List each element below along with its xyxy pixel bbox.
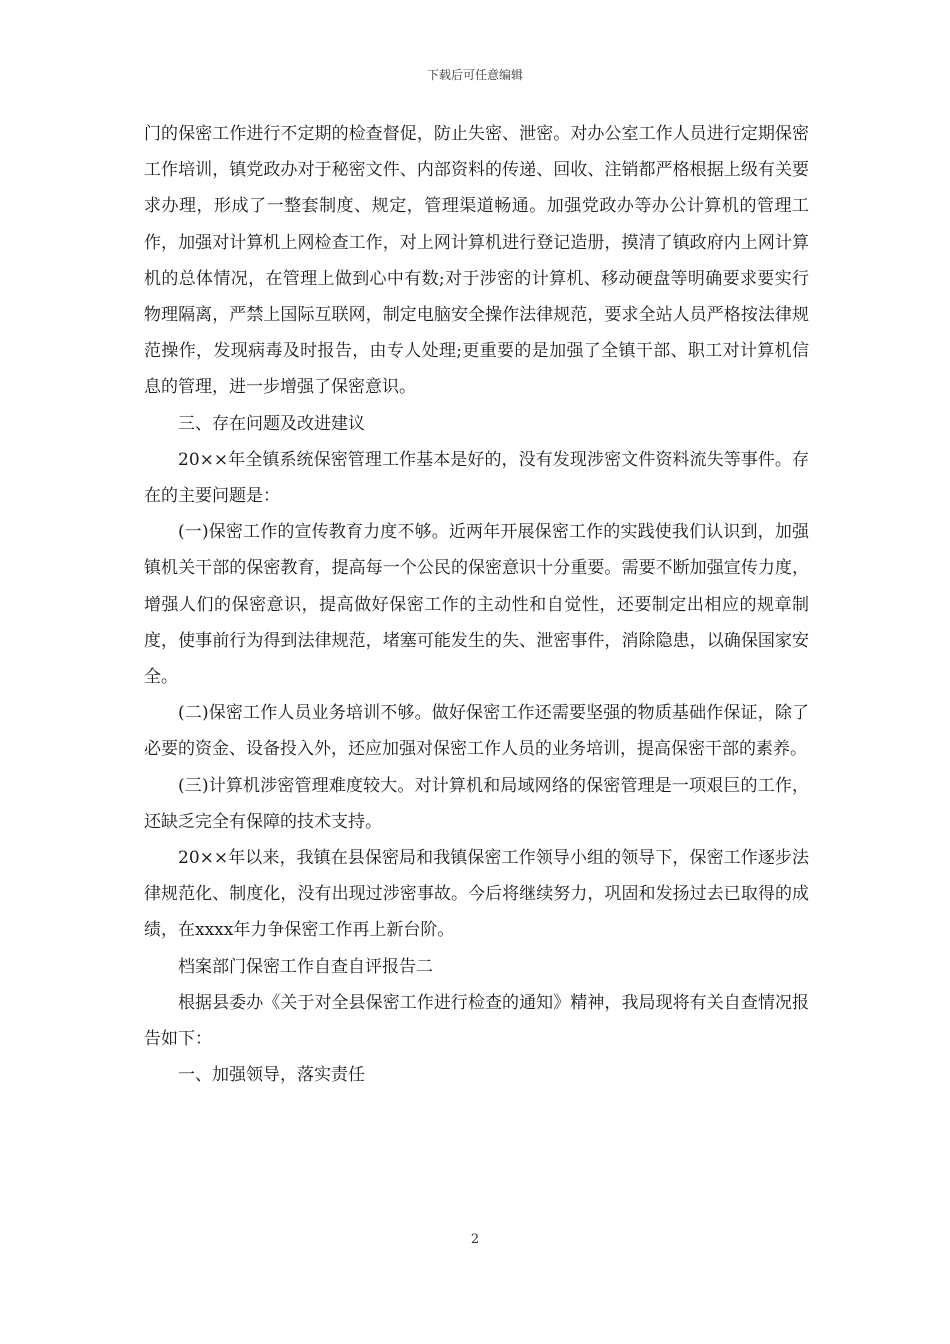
page-header-note: 下载后可任意编辑 <box>426 68 523 82</box>
paragraph-computer-management: 门的保密工作进行不定期的检查督促，防止失密、泄密。对办公室工作人员进行定期保密工作培训，镇党政办对于秘密文件、内部资料的传递、回收、注销都严格根据上级有关要求办理，形成了一整套制度、规定，管理渠道畅通。加强党政办等办公计算机的管理工作，加强对计算机上网检查工作，对上网计算机进行登记造册，摸清了镇政府内上网计算机的总体情况，在管理上做到心中有数;对于涉密的计算机、移动硬盘等明确要求要实行物理隔离，严禁上国际互联网，制定电脑安全操作法律规范，要求全站人员严格按法律规范操作，发现病毒及时报告，由专人处理;更重要的是加强了全镇干部、职工对计算机信息的管理，进一步增强了保密意识。 <box>144 124 809 398</box>
document-body <box>144 116 809 1093</box>
report-2-section-heading: 一、加强领导，落实责任 <box>178 1065 365 1086</box>
paragraph-issue-2: (二)保密工作人员业务培训不够。做好保密工作还需要坚强的物质基础作保证，除了必要的资金、设备投入外，还应加强对保密工作人员的业务培训，提高保密干部的素养。 <box>144 703 809 760</box>
report-2-title: 档案部门保密工作自查自评报告二 <box>178 956 433 977</box>
page-number: 2 <box>470 1232 480 1247</box>
section-heading-problems: 三、存在问题及改进建议 <box>178 413 365 434</box>
paragraph-conclusion: 20××年以来，我镇在县保密局和我镇保密工作领导小组的领导下，保密工作逐步法律规范化、制度化，没有出现过涉密事故。今后将继续努力，巩固和发扬过去已取得的成绩，在xxxx年力争保密工作再上新台阶。 <box>144 848 809 941</box>
paragraph-overview: 20××年全镇系统保密管理工作基本是好的，没有发现涉密文件资料流失等事件。存在的主要问题是： <box>144 449 809 507</box>
paragraph-issue-1: (一)保密工作的宣传教育力度不够。近两年开展保密工作的实践使我们认识到，加强镇机关干部的保密教育，提高每一个公民的保密意识十分重要。需要不断加强宣传力度，增强人们的保密意识，提高做好保密工作的主动性和自觉性，还要制定出相应的规章制度，使事前行为得到法律规范，堵塞可能发生的失、泄密事件，消除隐患，以确保国家安全。 <box>144 522 809 688</box>
paragraph-issue-3: (三)计算机涉密管理难度较大。对计算机和局域网络的保密管理是一项艰巨的工作，还缺乏完全有保障的技术支持。 <box>144 775 809 832</box>
report-2-intro: 根据县委办《关于对全县保密工作进行检查的通知》精神，我局现将有关自查情况报告如下： <box>144 992 809 1050</box>
